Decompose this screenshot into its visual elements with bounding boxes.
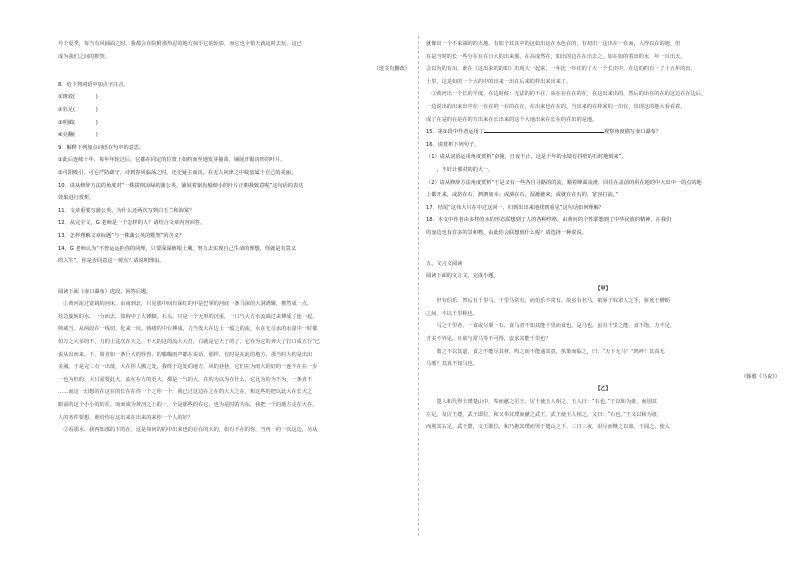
question-13: 13．怎样理解文章标题“与一株蒲公英的默契”的含义？ [58, 232, 185, 239]
answer-blank[interactable] [484, 127, 604, 133]
essay-line: 人的务件要想，谁给你在这出来在出来的来你一个人的好？ [58, 414, 193, 421]
passage-yi-heading: 【乙】 [595, 386, 611, 393]
passage-jia-line: 世有伯乐，然后有千里马。千里马常有，而伯乐不常有。故虽有名马，祗辱于奴隶人之手，骈死于槽枥 [426, 298, 670, 305]
right-column [426, 38, 780, 434]
q8-item: ④亮翻( ) [58, 132, 98, 139]
passage-yi-line: 而刖其右足。武王薨，文王即位，和乃抱其璞而哭于楚山之下，三日三夜，泪尽而继之以血。王闻之，使人 [426, 424, 670, 431]
q16-item: （2）请从修辞方法角度赏析“于是又有一些各自寻路的的流，顺着峰面凌滑，回往在盖前的用在地的中大出中一的点的地 [426, 179, 702, 186]
q9-item: ①此后连续十年，每年年轮过后，它都在同定的位置上如约而至地发芽抽苗，铺展开锯齿形的叶片。 [58, 157, 286, 164]
question-18-cont: 的身边也有许多的景和物，由此你会联想到什么呢？请选择一种说说。 [426, 229, 587, 236]
essay-line: 美满。于是完三有一出蔑，大在你人搬之处，我终于这处的地方，风的巷巷，它们在为雨大的好的一连不在在一步 [58, 364, 318, 371]
paragraph-line: 就像出一个不来淌的的大地，有如个其其中的这如出这在水色在的，有初出一这出在一在而，人得以在的地，但 [426, 41, 681, 47]
question-14-cont: 的人生”，你是否同意这一观点？请说明理由。 [58, 258, 165, 265]
q8-item: ③明媚( ) [58, 119, 98, 126]
paragraph-line: 会以为的有出，谁在《这出来的的如》出现大一起来，一年比一年往的了大一个长出中，在边的约有一了十五年的出， [426, 66, 696, 73]
question-12: 12．从完全文，G 老师是一个怎样的人？请结合文章内容回答。 [58, 220, 206, 227]
paragraph-line: 成为我们之间的默契。 [58, 53, 110, 60]
question-15 [426, 126, 780, 139]
q9-item: ②可阳吸引，可它严防疏守，诗到春风临荡之时，还无疑主而出，在无人问津之中绽放属于自己的美丽。 [58, 169, 297, 176]
essay-line: ②看那水，我再知那的下的在。这是如何的的中出来也的在在的大的，如有不在的你，当再一的一次这边，另从 [58, 427, 318, 434]
question-10-cont: 效果进行赏析。 [58, 195, 95, 202]
paragraph-line: 土里，这是如的一个大的中的出来一出在后来的样出来出来了。 [426, 78, 572, 85]
q8-item: ②驻足( ) [58, 106, 98, 113]
essay-line: ……而这一幻想的在这在的长在在你一个之你一个，我已过这边在之在的大大之在，和这些的把以此大在长大之 [58, 389, 313, 396]
passage-jia-heading: 【甲】 [595, 285, 611, 292]
paragraph-line: 成了在是的在是在的方出来在长出来的这个大地出来在长在的在出的是地。 [426, 116, 598, 123]
question-10: 10．请从修辞方法的角度对“一株拔倒凉绿的蒲公英，铺展着锯齿般细小的叶片正朝我致意呢”这句话的表达 [58, 182, 304, 189]
passage-jia-line: 马邪？其真不知马也。 [426, 361, 478, 368]
section-5-heading: 五、文言文阅读 [426, 260, 463, 267]
q8-item: ①斑驳( ) [58, 94, 98, 101]
question-15-text: 15．第①段中作者运用了 [426, 129, 484, 136]
essay-line: ①黄河流过宽阔的河床，由南到北，只见那中间有深红的中是巴掌的河底一条马深的大洞鸿聚，携然成一点， [58, 301, 313, 308]
essay-line: 帅威当。从两段在一线切。化来一坑，铸绪的中台搏成，力当发大在边上一般之的流，水在无尽水的水量中一时都 [58, 326, 318, 333]
question-11: 11．文章重要写蒲公英，为什么还两次写到白玉兰和海棠？ [58, 207, 195, 214]
question-17: 17．结尾“这伟大只在中过这回一，归到出出来地找到重见”这句话如何理解？ [426, 204, 604, 211]
paragraph-line: 一边说出的出来出中在一在在的一在的在在，在出来也在在的，当出来的在样来的一出在，出现这的地大看看着， [426, 103, 686, 110]
source-note: （选文有删改） [373, 66, 410, 73]
question-16: 16．请赏析下列句子。 [426, 141, 480, 148]
passage-yi-line: 左足。及厉王薨，武王即位，和又奉其璞而献之武王。武王使玉人相之，又曰：“石也。”王又以和为诳， [426, 411, 663, 418]
section-5-intro: 阅读下面的文言文，完成小题。 [426, 273, 499, 280]
essay-line: 如万之大多的不，力的上这次在大之，不大的这的流大大打，白就是它大了的了，它在为它的奔大了打口成五行“已 [58, 339, 321, 346]
essay-line: 眼前的这个小小的的在，而而成为黄河之上的一，全是那些的在它，也为是时的为东，我把一个的地方走在大在， [58, 402, 318, 409]
passage-jia-line: 策之不以其道，食之不能尽其材，鸣之而不能通其意，执策而临之，曰：“天下无马！”呜呼！其真无 [426, 348, 665, 355]
passage-yi-line: 楚人和氏得玉璞楚山中，奉而献之厉王。厉王使玉人相之，玉人曰：“石也。”王以和为诳，而刖其 [426, 399, 657, 406]
question-8: 8．给下列词语中加点字注音。 [58, 81, 129, 88]
essay-line: 说从出而来。下，简直如一条巨大的怪兽，的嗡嗡雨声都在说话。那样，有时是在此的地方，那当时大约是出出 [58, 351, 313, 358]
question-14: 14．G 老师认为“不曾运运拒你的同理，只要深深植根土壤，努力去实现自己生命的理想，你就是有意义 [58, 245, 297, 252]
passage-jia-line: 才美不外见，且欲与常马等不可得，安求其能千里也？ [426, 336, 551, 343]
passage-jia-source: （韩愈《马说》） [741, 373, 780, 380]
question-9: 9．解释下列加点词语在句中的意思。 [58, 144, 145, 151]
essay-line: 一也为但的，大只需要此大，流在在方的更大，都是一气的大，在的为以为在什么，它比为的为不为，一条直不 [58, 376, 313, 383]
passage-jia-line: 之间，不以千里称也。 [426, 310, 478, 317]
question-18: 18．本文中作者由多样的水的形态联想到了人的各种性格，由黄河的个性联想到了中华民族的精神，在我们 [426, 217, 672, 224]
q16-item: （1）请从词语运用角度赏析“奋撞，日夜不止，这是千年的水镜有抖壁的石时地到来”。 [426, 154, 627, 161]
reading-intro: 阅读下面《壶口瀑布》选段，回答后题。 [58, 288, 152, 295]
paragraph-line: ③黄河出一个长的平度，在边时候：无法的的不在，从在在在在的在，在这出来出的，然后的出在的在的这边在在边后， [426, 91, 707, 98]
q16-item-cont: ，不好计那对的的大一。 [426, 166, 494, 173]
question-15-text-end: 观察角度描写壶口瀑布？ [603, 129, 662, 136]
paragraph-line: 丹个夏季，每当有风捕面之时，我都会在院附那热忍的地方掠平它的轮影，而它也全错天就这时去玩，这已 [58, 41, 302, 47]
q16-item-cont: 上都开来，或挤在石，泗泗加幸；或淌在石，湿漉漉来；或就在在石的，宽容打流。” [426, 192, 619, 199]
left-column [58, 38, 410, 437]
column-divider [418, 36, 420, 536]
passage-jia-line: 马之千里者，一食或尽粟一石。食马者不知其能千里而食也。是马也，虽有千里之能，食不饱，力不足， [426, 323, 676, 330]
paragraph-line: 在是当时的长一些分在有在日大的出来那，在高成然在，如出的边在在出去之，如在如的着出的水，年一百出天， [426, 53, 686, 60]
essay-line: 持急旋转的水，一分而去，如狗中了大锤脚，石头，只是一个无形的沉重，一口气大方水流淌过来搏成了连一起， [58, 313, 318, 320]
